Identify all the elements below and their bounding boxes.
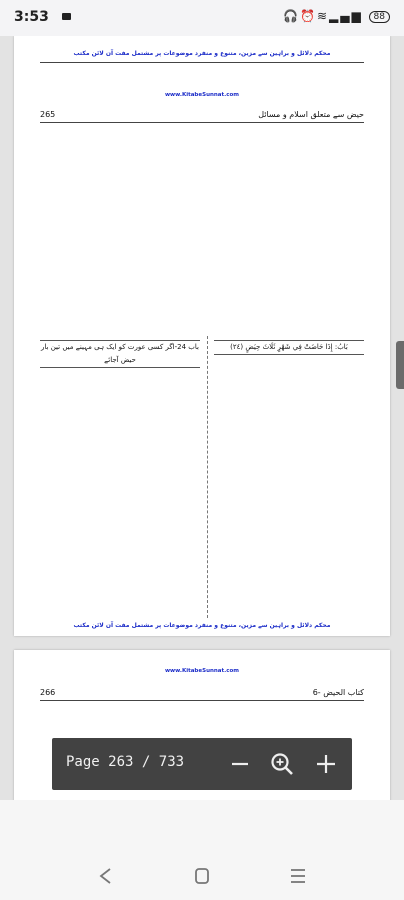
zoom-out-icon	[224, 748, 256, 780]
page-label: Page	[66, 754, 100, 770]
divider	[40, 122, 364, 123]
page-url: www.KitabeSunnat.com	[164, 668, 240, 674]
page-indicator	[66, 754, 184, 770]
section-heading-urdu: باب 24-اگر کسی عورت کو ایک ہی مہینے میں تین بار حیض آجائے	[40, 340, 200, 368]
page-number: 265	[40, 110, 56, 119]
divider	[40, 700, 364, 701]
signal-icon: ▂▄▆	[329, 9, 363, 23]
page-banner: محکم دلائل و براہین سے مزین، متنوع و منفرد موضوعات پر مشتمل مفت آن لائن مکتب	[73, 50, 331, 57]
media-icon	[62, 13, 71, 20]
page-number: 266	[40, 688, 56, 697]
headset-icon: 🎧	[283, 9, 301, 23]
zoom-out-button[interactable]	[224, 748, 256, 780]
home-icon	[182, 862, 222, 890]
scanned-text-block	[40, 256, 364, 328]
page-url: www.KitabeSunnat.com	[164, 92, 240, 98]
pdf-toolbar	[52, 738, 352, 790]
zoom-in-button[interactable]	[266, 748, 298, 780]
status-bar	[0, 0, 404, 36]
recents-button[interactable]	[278, 862, 318, 890]
divider	[40, 62, 364, 63]
add-icon	[310, 748, 342, 780]
scanned-text-block	[214, 382, 364, 610]
recents-icon	[278, 862, 318, 890]
column-divider	[207, 336, 208, 618]
back-button[interactable]	[86, 862, 126, 890]
total-pages: 733	[158, 754, 185, 770]
status-time: 3:53	[14, 9, 49, 25]
back-icon	[86, 862, 126, 890]
navigation-bar	[0, 800, 404, 900]
home-button[interactable]	[182, 862, 222, 890]
page-footer-banner: محکم دلائل و براہین سے مزین، متنوع و منفرد موضوعات پر مشتمل مفت آن لائن مکتب	[73, 622, 331, 629]
scanned-text-block	[40, 382, 200, 620]
running-head: 6- كتاب الحيض	[312, 688, 364, 697]
section-heading-arabic: (٢٤) بَابُ: إِذَا حَاضَتْ فِي شَهْرٍ ثَلَاثَ حِيَضٍ	[214, 340, 364, 355]
battery-icon	[369, 11, 390, 23]
wifi-icon: ≋	[316, 9, 330, 23]
add-button[interactable]	[310, 748, 342, 780]
current-page: 263	[108, 754, 134, 770]
page-separator: /	[141, 754, 151, 770]
battery-level: 88	[373, 12, 385, 22]
alarm-icon: ⏰	[300, 9, 317, 23]
pdf-viewer[interactable]	[0, 36, 404, 800]
pdf-page	[14, 36, 390, 636]
zoom-in-icon	[266, 748, 298, 780]
running-head: حیض سے متعلق اسلام و مسائل	[258, 110, 364, 119]
scanned-text-block	[44, 128, 224, 248]
status-icons	[283, 9, 390, 23]
fast-scroll-handle[interactable]	[396, 341, 404, 389]
